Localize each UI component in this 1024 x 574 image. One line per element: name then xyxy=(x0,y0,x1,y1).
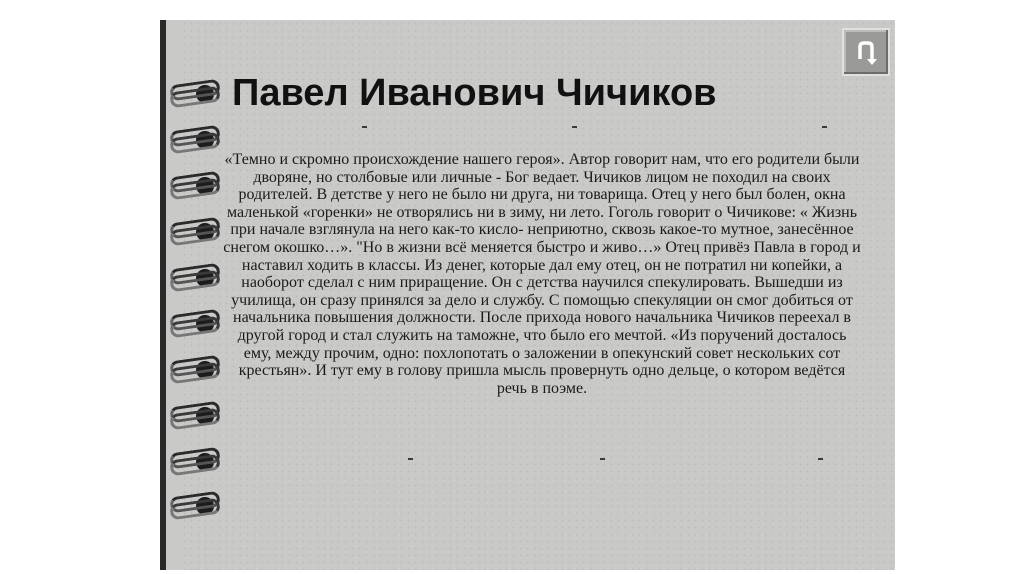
paper-speck xyxy=(408,458,413,460)
paper-speck xyxy=(818,458,823,460)
slide-body-text: «Темно и скромно происхождение нашего героя». Автор говорит нам, что его родители были дворяне, но столбовые или личные - Бог ведает. Чичиков лицом не походил на своих родителей. В детстве у него не было ни друга, ни товарища. Отец у него был болен, окна маленькой «горенки» не отворялись ни в зиму, ни лето. Гоголь говорит о Чичикове: « Жизнь при начале взглянула на него как-то кисло- неприютно, сквозь какое-то мутное, занесённое снегом окошко…». "Но в жизни всё меняется быстро и живо…» Отец привёз Павла в город и наставил ходить в классы. Из денег, которые дал ему отец, он не потратил ни копейки, а наоборот сделал с ним приращение. Он с детства научился спекулировать. Вышедши из училища, он сразу принялся за дело и службу. С помощью спекуляции он смог добиться от начальника повышения должности. После прихода нового начальника Чичиков переехал в другой город и стал служить на таможне, что было его мечтой. «Из поручений досталось ему, между прочим, одно: похлопотать о заложении в опекунский совет нескольких сот крестьян». И тут ему в голову пришла мысль провернуть одно дельце, о котором ведётся речь в поэме. xyxy=(223,151,861,397)
spiral-ring xyxy=(168,220,218,244)
paper-speck xyxy=(600,458,605,460)
spiral-ring xyxy=(168,82,218,106)
spiral-ring xyxy=(168,312,218,336)
spiral-ring xyxy=(168,494,218,518)
spiral-ring xyxy=(168,450,218,474)
paper-speck xyxy=(822,126,827,128)
paper-speck xyxy=(572,126,577,128)
return-arrow-icon xyxy=(851,37,881,67)
spiral-ring xyxy=(168,404,218,428)
spiral-ring xyxy=(168,358,218,382)
paper-speck xyxy=(362,126,367,128)
spiral-ring xyxy=(168,128,218,152)
back-button[interactable] xyxy=(842,28,890,76)
spiral-ring xyxy=(168,266,218,290)
slide-title: Павел Иванович Чичиков xyxy=(232,72,717,114)
spiral-ring xyxy=(168,174,218,198)
